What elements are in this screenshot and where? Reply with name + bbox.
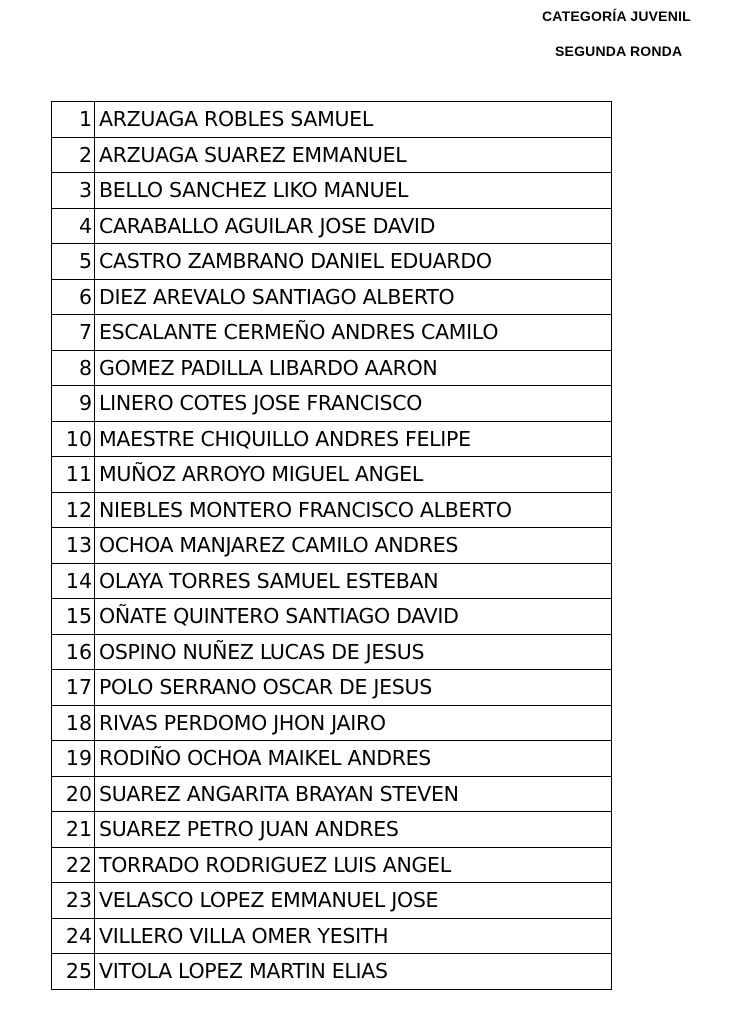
table-row <box>52 137 612 173</box>
participant-name: OÑATE QUINTERO SANTIAGO DAVID <box>95 599 612 635</box>
participant-name: VELASCO LOPEZ EMMANUEL JOSE <box>95 883 612 919</box>
participant-name: MAESTRE CHIQUILLO ANDRES FELIPE <box>95 421 612 457</box>
table-row <box>52 528 612 564</box>
row-number: 6 <box>52 279 95 315</box>
participant-name: GOMEZ PADILLA LIBARDO AARON <box>95 350 612 386</box>
participant-name: LINERO COTES JOSE FRANCISCO <box>95 386 612 422</box>
participant-name: OCHOA MANJAREZ CAMILO ANDRES <box>95 528 612 564</box>
participant-name: POLO SERRANO OSCAR DE JESUS <box>95 670 612 706</box>
participant-name: MUÑOZ ARROYO MIGUEL ANGEL <box>95 457 612 493</box>
participant-name: CARABALLO AGUILAR JOSE DAVID <box>95 208 612 244</box>
participant-name: VITOLA LOPEZ MARTIN ELIAS <box>95 954 612 990</box>
participant-name: OSPINO NUÑEZ LUCAS DE JESUS <box>95 634 612 670</box>
table-row <box>52 173 612 209</box>
category-title: CATEGORÍA JUVENIL <box>542 8 691 24</box>
table-row <box>52 315 612 351</box>
row-number: 10 <box>52 421 95 457</box>
row-number: 25 <box>52 954 95 990</box>
table-row <box>52 705 612 741</box>
row-number: 8 <box>52 350 95 386</box>
table-row <box>52 918 612 954</box>
row-number: 20 <box>52 776 95 812</box>
row-number: 23 <box>52 883 95 919</box>
table-row <box>52 421 612 457</box>
row-number: 22 <box>52 847 95 883</box>
table-row <box>52 350 612 386</box>
participant-name: DIEZ AREVALO SANTIAGO ALBERTO <box>95 279 612 315</box>
participants-table <box>51 101 612 990</box>
row-number: 1 <box>52 102 95 138</box>
participant-name: ESCALANTE CERMEÑO ANDRES CAMILO <box>95 315 612 351</box>
table-row <box>52 776 612 812</box>
participant-name: SUAREZ ANGARITA BRAYAN STEVEN <box>95 776 612 812</box>
table-row <box>52 812 612 848</box>
participant-name: TORRADO RODRIGUEZ LUIS ANGEL <box>95 847 612 883</box>
participant-name: ARZUAGA SUAREZ EMMANUEL <box>95 137 612 173</box>
participant-name: ARZUAGA ROBLES SAMUEL <box>95 102 612 138</box>
table-row <box>52 208 612 244</box>
participants-table-body <box>52 102 612 990</box>
round-title: SEGUNDA RONDA <box>555 43 683 59</box>
table-row <box>52 492 612 528</box>
row-number: 24 <box>52 918 95 954</box>
row-number: 19 <box>52 741 95 777</box>
table-row <box>52 883 612 919</box>
row-number: 7 <box>52 315 95 351</box>
row-number: 2 <box>52 137 95 173</box>
row-number: 11 <box>52 457 95 493</box>
table-row <box>52 634 612 670</box>
participant-name: NIEBLES MONTERO FRANCISCO ALBERTO <box>95 492 612 528</box>
row-number: 12 <box>52 492 95 528</box>
row-number: 3 <box>52 173 95 209</box>
table-row <box>52 563 612 599</box>
row-number: 16 <box>52 634 95 670</box>
table-row <box>52 279 612 315</box>
participant-name: SUAREZ PETRO JUAN ANDRES <box>95 812 612 848</box>
table-row <box>52 954 612 990</box>
participant-name: RODIÑO OCHOA MAIKEL ANDRES <box>95 741 612 777</box>
table-row <box>52 244 612 280</box>
row-number: 5 <box>52 244 95 280</box>
table-row <box>52 670 612 706</box>
participant-name: VILLERO VILLA OMER YESITH <box>95 918 612 954</box>
row-number: 4 <box>52 208 95 244</box>
table-row <box>52 102 612 138</box>
participant-name: RIVAS PERDOMO JHON JAIRO <box>95 705 612 741</box>
row-number: 15 <box>52 599 95 635</box>
table-row <box>52 847 612 883</box>
table-row <box>52 741 612 777</box>
table-row <box>52 457 612 493</box>
participant-name: OLAYA TORRES SAMUEL ESTEBAN <box>95 563 612 599</box>
row-number: 18 <box>52 705 95 741</box>
table-row <box>52 599 612 635</box>
row-number: 14 <box>52 563 95 599</box>
row-number: 9 <box>52 386 95 422</box>
row-number: 13 <box>52 528 95 564</box>
table-row <box>52 386 612 422</box>
row-number: 17 <box>52 670 95 706</box>
row-number: 21 <box>52 812 95 848</box>
participant-name: CASTRO ZAMBRANO DANIEL EDUARDO <box>95 244 612 280</box>
participant-name: BELLO SANCHEZ LIKO MANUEL <box>95 173 612 209</box>
